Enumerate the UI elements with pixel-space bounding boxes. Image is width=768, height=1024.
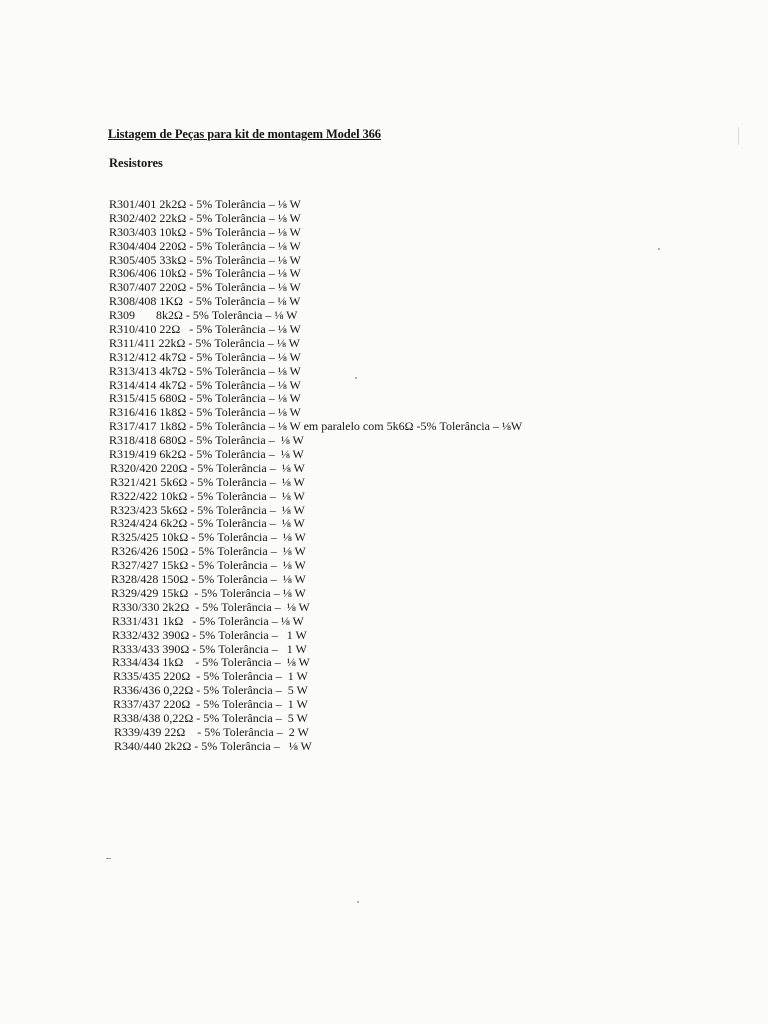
list-item: R325/425 10kΩ - 5% Tolerância – ⅛ W xyxy=(111,530,306,545)
list-item: R324/424 6k2Ω - 5% Tolerância – ⅛ W xyxy=(110,516,305,531)
list-item: R326/426 150Ω - 5% Tolerância – ⅛ W xyxy=(111,544,306,559)
scan-speck xyxy=(106,858,111,859)
list-item: R307/407 220Ω - 5% Tolerância – ⅛ W xyxy=(109,280,301,295)
list-item: R332/432 390Ω - 5% Tolerância – 1 W xyxy=(112,627,307,642)
list-item: R301/401 2k2Ω - 5% Tolerância – ⅛ W xyxy=(109,197,301,211)
list-item: R323/423 5k6Ω - 5% Tolerância – ⅛ W xyxy=(110,502,305,517)
scan-speck xyxy=(738,127,739,145)
list-item: R315/415 680Ω - 5% Tolerância – ⅛ W xyxy=(109,391,301,406)
list-item: R311/411 22kΩ - 5% Tolerância – ⅛ W xyxy=(109,335,300,350)
list-item: R319/419 6k2Ω - 5% Tolerância – ⅛ W xyxy=(109,447,304,462)
list-item: R340/440 2k2Ω - 5% Tolerância – ⅛ W xyxy=(114,738,312,753)
list-item: R330/330 2k2Ω - 5% Tolerância – ⅛ W xyxy=(112,599,310,614)
list-item: R321/421 5k6Ω - 5% Tolerância – ⅛ W xyxy=(110,474,305,489)
scan-speck xyxy=(357,901,359,903)
list-item: R333/433 390Ω - 5% Tolerância – 1 W xyxy=(112,641,307,656)
list-item: R304/404 220Ω - 5% Tolerância – ⅛ W xyxy=(109,238,301,253)
list-item: R331/431 1kΩ - 5% Tolerância – ⅛ W xyxy=(112,613,304,628)
list-item: R338/438 0,22Ω - 5% Tolerância – 5 W xyxy=(113,710,308,725)
list-item: R339/439 22Ω - 5% Tolerância – 2 W xyxy=(114,724,309,739)
list-item: R313/413 4k7Ω - 5% Tolerância – ⅛ W xyxy=(109,363,301,378)
list-item: R337/437 220Ω - 5% Tolerância – 1 W xyxy=(113,697,308,712)
list-item: R322/422 10kΩ - 5% Tolerância – ⅛ W xyxy=(110,488,305,503)
list-item: R310/410 22Ω - 5% Tolerância – ⅛ W xyxy=(109,322,301,337)
document-title: Listagem de Peças para kit de montagem Model 366 xyxy=(108,127,381,141)
list-item: R320/420 220Ω - 5% Tolerância – ⅛ W xyxy=(110,460,305,475)
list-item: R336/436 0,22Ω - 5% Tolerância – 5 W xyxy=(113,683,308,698)
scan-speck xyxy=(658,248,660,250)
list-item: R312/412 4k7Ω - 5% Tolerância – ⅛ W xyxy=(109,349,301,364)
list-item: R318/418 680Ω - 5% Tolerância – ⅛ W xyxy=(109,433,304,448)
resistor-list xyxy=(109,198,522,754)
list-item: R302/402 22kΩ - 5% Tolerância – ⅛ W xyxy=(109,210,301,225)
list-item: R306/406 10kΩ - 5% Tolerância – ⅛ W xyxy=(109,266,301,281)
list-item: R328/428 150Ω - 5% Tolerância – ⅛ W xyxy=(111,572,306,587)
list-item: R329/429 15kΩ - 5% Tolerância – ⅛ W xyxy=(111,585,306,600)
list-item: R316/416 1k8Ω - 5% Tolerância – ⅛ W xyxy=(109,405,301,420)
scan-speck xyxy=(355,377,357,379)
list-item: R334/434 1kΩ - 5% Tolerância – ⅛ W xyxy=(112,655,310,670)
list-item: R309 8k2Ω - 5% Tolerância – ⅛ W xyxy=(109,308,298,323)
list-item: R317/417 1k8Ω - 5% Tolerância – ⅛ W em paralelo com 5k6Ω -5% Tolerância – ⅛W xyxy=(109,419,523,434)
list-item: R327/427 15kΩ - 5% Tolerância – ⅛ W xyxy=(111,558,306,573)
list-item: R314/414 4k7Ω - 5% Tolerância – ⅛ W xyxy=(109,377,301,392)
list-item: R308/408 1KΩ - 5% Tolerância – ⅛ W xyxy=(109,294,301,309)
section-heading-resistores: Resistores xyxy=(109,156,163,170)
list-item: R335/435 220Ω - 5% Tolerância – 1 W xyxy=(113,669,308,684)
list-item: R303/403 10kΩ - 5% Tolerância – ⅛ W xyxy=(109,224,301,239)
list-item: R305/405 33kΩ - 5% Tolerância – ⅛ W xyxy=(109,252,301,267)
